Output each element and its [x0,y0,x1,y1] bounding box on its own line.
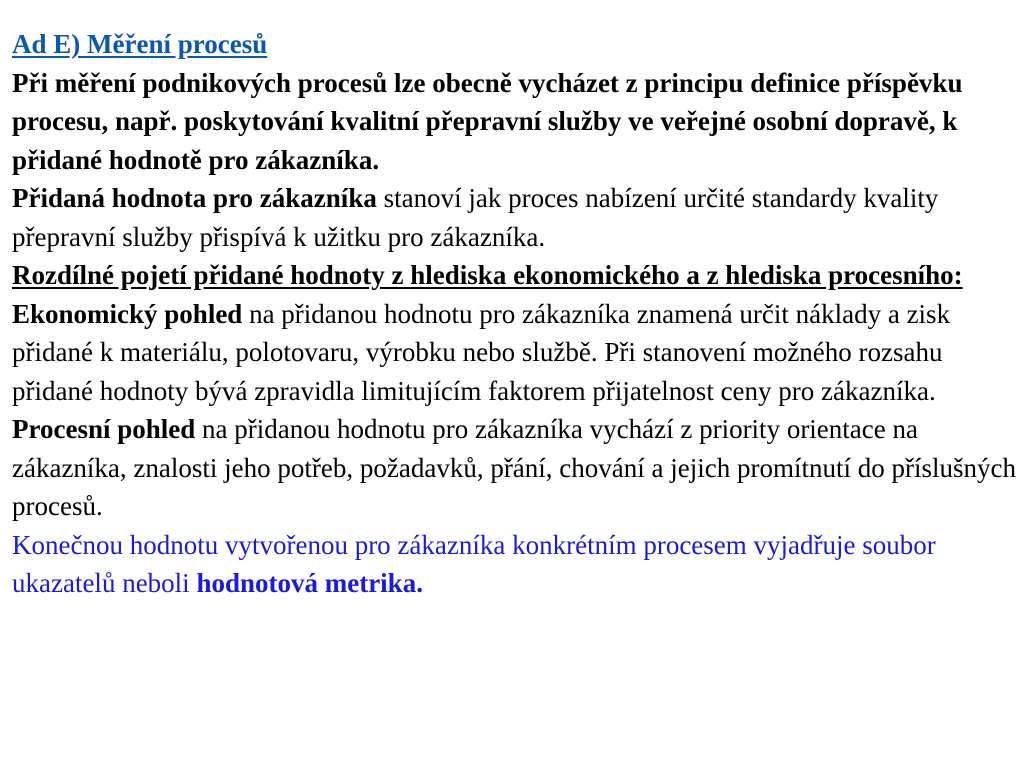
added-value-paragraph [12,179,1017,256]
conclusion-term: hodnotová metrika. [196,568,423,598]
added-value-term: Přidaná hodnota pro zákazníka [12,183,377,213]
slide-content [12,25,1017,603]
process-term: Procesní pohled [12,414,196,444]
intro-paragraph: Při měření podnikových procesů lze obecně vycházet z principu definice příspěvku procesu, např. poskytování kvalitní přepravní služby ve veřejné osobní dopravě, k přidané hodnotě pro zákazníka. [12,67,963,175]
conclusion-text: Konečnou hodnotu vytvořenou pro zákazníka konkrétním procesem vyjadřuje soubor ukazatelů neboli [12,529,936,598]
added-value-text: stanoví jak proces nabízení určité standardy kvality přepravní služby přispívá k užitku pro zákazníka. [12,183,939,252]
process-paragraph [12,410,1017,526]
economic-text: na přidanou hodnotu pro zákazníka znamená určit náklady a zisk přidané k materiálu, polotovaru, výrobku nebo službě. Při stanovení možného rozsahu přidané hodnoty bývá zpravidla limitujícím faktorem přijatelnost ceny pro zákazníka. [12,298,951,406]
slide-heading[interactable] [12,25,1017,64]
section-title: Rozdílné pojetí přidané hodnoty z hlediska ekonomického a z hlediska procesního: [12,260,963,290]
heading-link[interactable]: Ad E) Měření procesů [12,29,268,59]
economic-term: Ekonomický pohled [12,298,243,329]
section-title-paragraph [12,256,1017,295]
conclusion-paragraph [12,526,1017,603]
economic-paragraph [12,295,1017,411]
process-text: na přidanou hodnotu pro zákazníka vychází z priority orientace na zákazníka, znalosti jeho potřeb, požadavků, přání, chování a jejich promítnutí do příslušných procesů. [12,414,1016,521]
